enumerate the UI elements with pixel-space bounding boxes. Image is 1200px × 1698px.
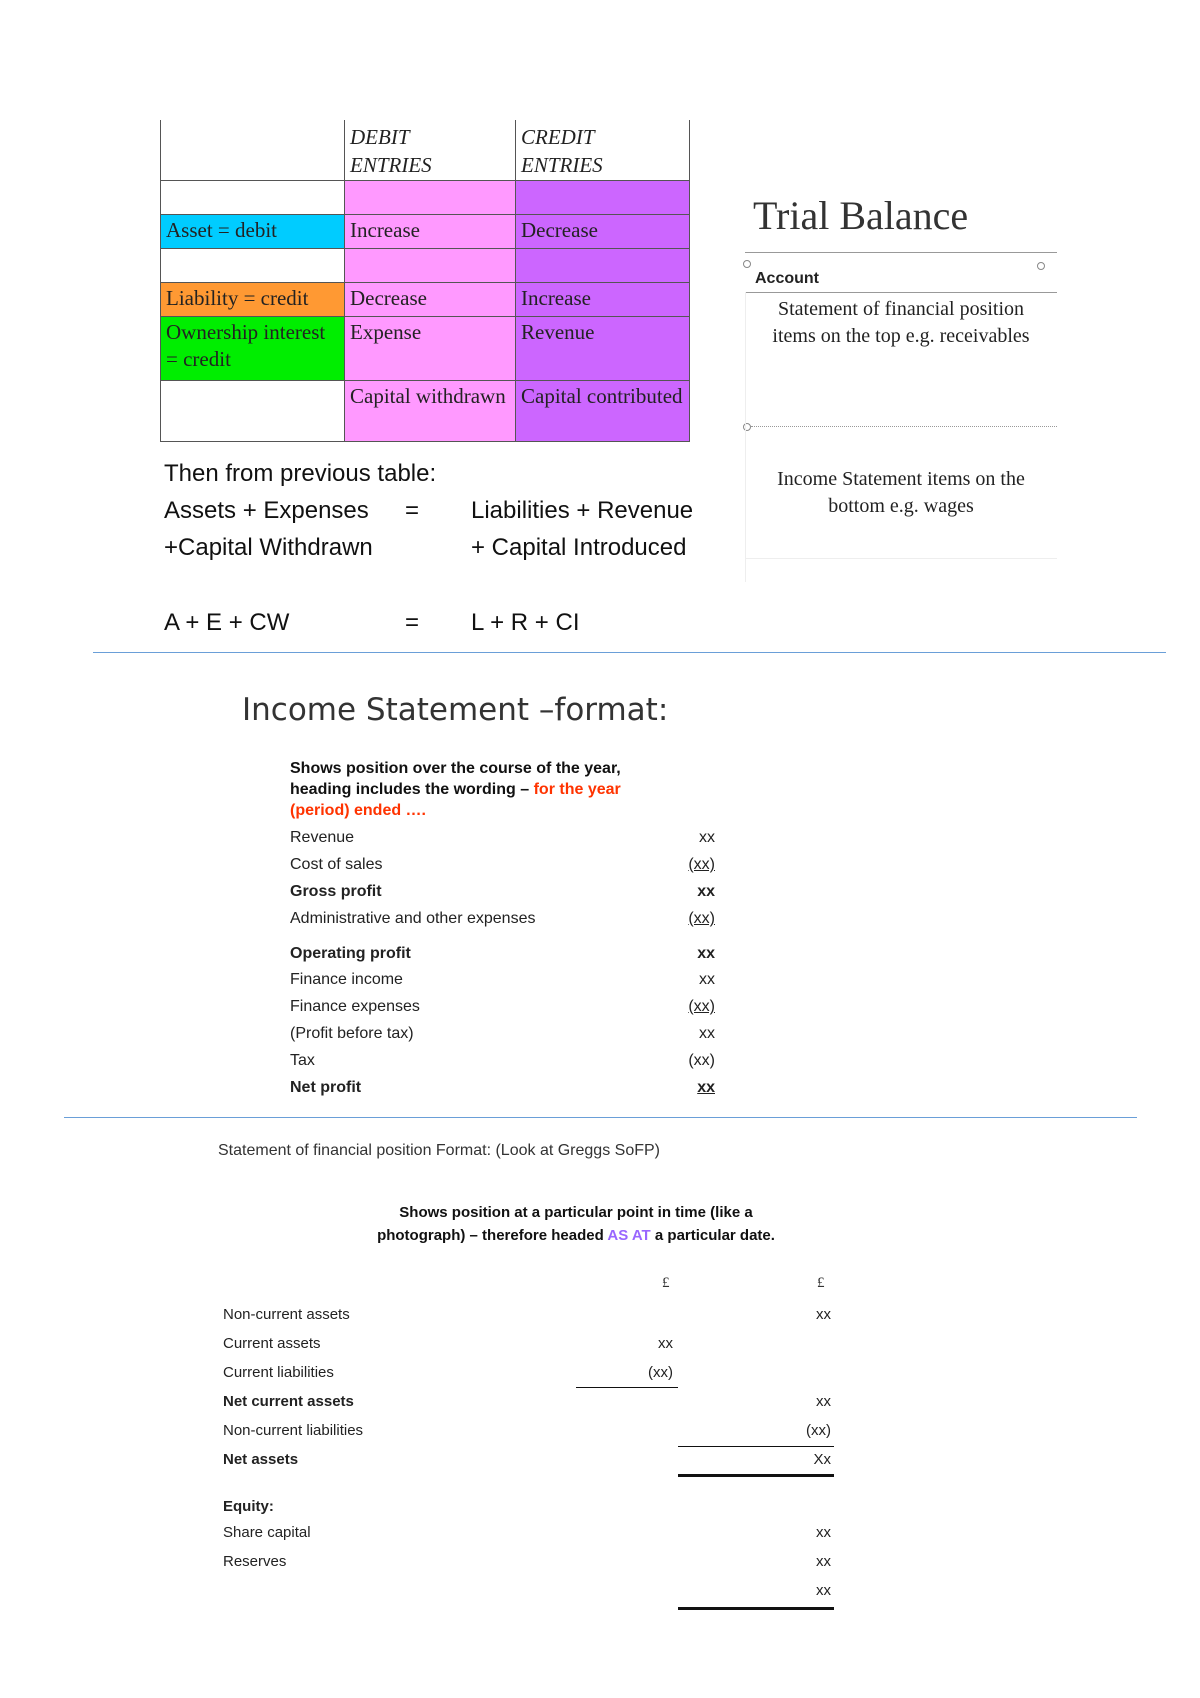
description-highlight: for the year (period) ended …. [290,781,621,819]
equation-right-2: + Capital Introduced [471,534,687,561]
trial-balance-title: Trial Balance [753,193,969,238]
row-label: Non-current liabilities [223,1422,364,1439]
table-row [223,1302,835,1328]
row-label: Operating profit [290,945,411,962]
table-row [223,1331,835,1357]
table-row [223,1520,835,1546]
debit-header: DEBIT ENTRIES [350,125,432,177]
table-row [160,248,690,282]
row-value-1: (xx) [648,1364,673,1381]
description-text: Shows position over the course of the year, heading includes the wording – [290,760,621,798]
table-row [290,907,715,931]
table-row [223,1578,835,1604]
equation-short-left: A + E + CW [164,609,290,636]
credit-header: CREDIT ENTRIES [521,125,603,177]
tb-bottom-text: Income Statement items on the bottom e.g. wages [777,468,1025,517]
credit-cell: Increase [515,282,690,316]
row-label: Non-current assets [223,1306,350,1323]
row-label: (Profit before tax) [290,1025,414,1042]
table-border [160,248,690,249]
table-row [290,1076,715,1100]
subtotal-rule [576,1387,678,1388]
row-value: (xx) [688,856,715,873]
section-divider [93,652,1166,653]
debit-credit-table [160,120,690,442]
table-row [290,880,715,904]
table-row [223,1360,835,1386]
row-value-1: xx [658,1335,673,1352]
trial-balance-panel [745,193,1065,585]
table-row [223,1389,835,1415]
credit-cell: Capital contributed [515,380,690,442]
table-row [223,1418,835,1444]
row-label: Share capital [223,1524,311,1541]
table-border [160,316,690,317]
handle-icon [1037,262,1045,270]
table-row [290,826,715,850]
row-label: Asset = debit [160,214,344,248]
row-label: Revenue [290,829,355,846]
row-value-2: (xx) [806,1422,831,1439]
row-label: Net profit [290,1079,362,1096]
row-label: Cost of sales [290,856,383,873]
row-value: xx [697,883,715,900]
table-row [160,316,690,380]
debit-cell: Capital withdrawn [344,380,515,442]
account-column-header: Account [755,270,819,287]
table-border [689,120,690,442]
row-value-2: xx [816,1393,831,1410]
row-value-2: xx [816,1582,831,1599]
table-row [290,995,715,1019]
table-row [223,1494,835,1520]
table-row [290,942,715,966]
divider [745,292,746,582]
divider [751,426,1057,427]
currency-col-2: £ [817,1275,825,1291]
equation-left-1: Assets + Expenses [164,497,369,524]
description-highlight: AS AT [607,1227,651,1244]
table-row [223,1447,835,1473]
debit-cell: Increase [344,214,515,248]
equation-right-1: Liabilities + Revenue [471,497,694,524]
table-row [160,180,690,214]
table-row [290,1049,715,1073]
table-border [160,180,690,181]
row-label: Equity: [223,1498,274,1515]
sofp-description [336,1201,816,1247]
table-border [515,120,516,442]
table-border [344,120,345,442]
credit-cell: Revenue [515,316,690,380]
equation-left-2: +Capital Withdrawn [164,534,373,561]
row-value: (xx) [688,910,715,927]
table-row [290,853,715,877]
table-border [160,120,161,442]
row-value-2: Xx [813,1451,831,1468]
divider [745,292,1057,293]
row-value: xx [699,1025,715,1042]
row-label: Administrative and other expenses [290,910,536,927]
row-label: Ownership interest = credit [160,316,344,380]
divider [745,252,1057,253]
section-divider [64,1117,1137,1118]
debit-cell [344,180,515,214]
row-label: Tax [290,1052,315,1069]
tb-top-text: Statement of financial position items on the top e.g. receivables [772,298,1030,347]
row-label: Finance expenses [290,998,420,1015]
table-row [223,1549,835,1575]
description-text: a particular date. [654,1227,775,1244]
table-border [160,214,690,215]
row-value: xx [699,829,715,846]
equation-short-equals: = [405,609,420,636]
table-row [290,968,715,992]
table-row [160,214,690,248]
income-statement-description [290,758,670,821]
row-label: Current liabilities [223,1364,334,1381]
total-rule [678,1607,834,1610]
debit-cell: Expense [344,316,515,380]
table-row [290,1022,715,1046]
credit-cell [515,180,690,214]
divider [745,558,1057,559]
description-line-2 [336,1224,816,1247]
sofp-heading: Statement of financial position Format: (Look at Greggs SoFP) [218,1142,660,1159]
row-value: xx [697,1079,715,1096]
row-label: Net assets [223,1451,299,1468]
income-statement-heading: Income Statement –format: [242,692,669,728]
table-border [160,441,690,442]
row-value: (xx) [688,998,715,1015]
table-row [160,380,690,442]
debit-cell: Decrease [344,282,515,316]
row-value: (xx) [688,1052,715,1069]
row-value: xx [699,971,715,988]
credit-cell: Decrease [515,214,690,248]
description-text: photograph) – therefore headed [377,1227,604,1244]
row-value-2: xx [816,1553,831,1570]
row-label: Gross profit [290,883,382,900]
row-label: Net current assets [223,1393,354,1410]
table-row [160,282,690,316]
equation-equals: = [405,497,420,524]
table-border [160,282,690,283]
equation-intro: Then from previous table: [164,460,437,487]
handle-icon [743,260,751,268]
row-value: xx [697,945,715,962]
table-header-row [160,120,690,180]
row-label: Finance income [290,971,403,988]
equation-short-right: L + R + CI [471,609,580,636]
total-rule [678,1474,834,1477]
currency-col-1: £ [662,1275,670,1291]
row-label: Reserves [223,1553,287,1570]
row-label: Liability = credit [160,282,344,316]
description-line-1: Shows position at a particular point in time (like a [399,1204,753,1221]
table-border [160,380,690,381]
row-label: Current assets [223,1335,321,1352]
row-value-2: xx [816,1524,831,1541]
debit-cell [344,248,515,282]
row-value-2: xx [816,1306,831,1323]
credit-cell [515,248,690,282]
